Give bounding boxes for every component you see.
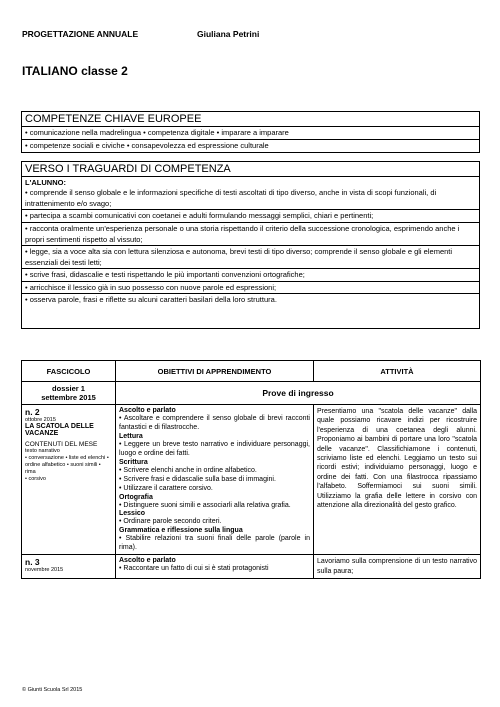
header-author: Giuliana Petrini	[197, 29, 260, 39]
obiettivo-item: • Ordinare parole secondo criteri.	[119, 518, 222, 526]
obiettivo-item: • Stabilire relazioni tra suoni finali delle parole (parole in rima).	[119, 534, 310, 552]
obiettivo-item: • Raccontare un fatto di cui si è stati protagonisti	[119, 565, 269, 573]
obiettivo-item: • Utilizzare il carattere corsivo.	[119, 485, 213, 493]
competenze-line: • comunicazione nella madrelingua • competenza digitale • imparare a imparare	[25, 128, 289, 137]
fascicolo-cell	[22, 405, 116, 555]
obiettivi-cell	[116, 405, 314, 555]
fascicolo-cell	[22, 555, 116, 579]
obiettivo-item: • Scrivere frasi e didascalie sulla base di immagini.	[119, 476, 276, 484]
dossier-number: dossier 1	[52, 384, 85, 393]
col-header-attivita: ATTIVITÀ	[314, 361, 481, 382]
obiettivo-item: • Scrivere elenchi anche in ordine alfabetico.	[119, 466, 257, 474]
obiettivi-section-title: Grammatica e riflessione sulla lingua	[119, 526, 243, 534]
obiettivi-section-title: Ascolto e parlato	[119, 407, 176, 414]
traguardo-item: • comprende il senso globale e le informazioni specifiche di testi ascoltati di tipo diverso, anche in vista di scopi funzionali, di intrattenimento e/o svago;	[22, 187, 479, 210]
document-header	[22, 29, 260, 39]
obiettivo-item: • Distinguere suoni simili e associarli alla relativa grafia.	[119, 501, 291, 509]
table-row	[22, 405, 481, 555]
prove-ingresso: Prove di ingresso	[116, 382, 481, 405]
traguardi-heading: VERSO I TRAGUARDI DI COMPETENZA	[22, 162, 479, 177]
obiettivo-item: • Ascoltare e comprendere il senso globale di brevi racconti fantastici e di filastrocche.	[119, 415, 310, 432]
footer-copyright: © Giunti Scuola Srl 2015	[22, 687, 83, 693]
attivita-cell: Presentiamo una "scatola delle vacanze" dalla quale possiamo ricavare indizi per ricostruire l'esperienza di una coetanea degli alunni. Proponiamo ai bambini di portare una loro "scatola delle vacanze". Classifichiamone i contenuti, scriviamo liste ed elenchi. Leggiamo un testo sui ricordi estivi; individuiamo personaggi, luogo e ordine dei fatti. Con una filastrocca ripassiamo l'alfabeto. Soffermiamoci sui suoni simili. Utilizziamo la grafia delle lettere in corsivo con attenzione alla direzionalità del gesto grafico.	[314, 405, 481, 555]
traguardi-subheading: L'ALUNNO:	[25, 178, 66, 187]
header-left: PROGETTAZIONE ANNUALE	[22, 29, 139, 39]
fascicolo-number: n. 3	[25, 557, 40, 568]
traguardo-item: • racconta oralmente un'esperienza personale o una storia rispettando il criterio della successione cronologica, esprimendo anche i propri sentimenti rispetto al vissuto;	[22, 223, 479, 246]
traguardo-item: • scrive frasi, didascalie e testi rispettando le più importanti convenzioni ortografiche;	[22, 269, 479, 281]
contenuti-title: CONTENUTI DEL MESE	[25, 441, 98, 448]
attivita-cell: Lavoriamo sulla comprensione di un testo narrativo sulla paura;	[314, 555, 481, 579]
col-header-fascicolo: FASCICOLO	[22, 361, 116, 382]
programme-table	[21, 360, 481, 579]
obiettivo-item: • Leggere un breve testo narrativo e individuare personaggi, luogo e ordine dei fatti.	[119, 440, 310, 458]
competenze-line: • competenze sociali e civiche • consapevolezza ed espressione culturale	[22, 139, 479, 152]
table-row	[22, 555, 481, 579]
traguardo-item: • legge, sia a voce alta sia con lettura silenziosa e autonoma, brevi testi di tipo diverso; comprende il senso globale e gli elementi essenziali dei testi letti;	[22, 246, 479, 269]
traguardo-item: • arricchisce il lessico già in suo possesso con nuove parole ed espressioni;	[22, 282, 479, 294]
competenze-box	[21, 111, 480, 153]
obiettivi-section-title: Ascolto e parlato	[119, 557, 176, 565]
obiettivi-section-title: Ortografia	[119, 493, 153, 501]
page-title: ITALIANO classe 2	[22, 64, 128, 78]
traguardi-box	[21, 161, 480, 329]
col-header-obiettivi: OBIETTIVI DI APPRENDIMENTO	[116, 361, 314, 382]
competenze-heading: COMPETENZE CHIAVE EUROPEE	[22, 112, 479, 127]
obiettivi-section-title: Lettura	[119, 432, 143, 440]
fascicolo-name: LA SCATOLA DELLE VACANZE	[25, 423, 94, 437]
dossier-cell	[22, 382, 116, 405]
dossier-date: settembre 2015	[41, 393, 96, 402]
obiettivi-section-title: Scrittura	[119, 458, 148, 466]
contenuti-line: testo narrativo	[25, 448, 60, 454]
table-header-row	[22, 361, 481, 382]
fascicolo-date: ottobre 2015	[25, 417, 56, 423]
obiettivi-section-title: Lessico	[119, 510, 146, 518]
traguardo-item: • partecipa a scambi comunicativi con coetanei e adulti formulando messaggi semplici, chiari e pertinenti;	[22, 210, 479, 222]
table-row	[22, 382, 481, 405]
fascicolo-number: n. 2	[25, 407, 40, 417]
traguardo-item: • osserva parole, frasi e riflette su alcuni caratteri basilari della loro struttura.	[25, 294, 277, 304]
contenuti-line: • conversazione • liste ed elenchi • ordine alfabetico • suoni simili • rima	[25, 455, 109, 475]
contenuti-line: • corsivo	[25, 476, 46, 482]
obiettivi-cell	[116, 555, 314, 579]
fascicolo-date: novembre 2015	[25, 567, 64, 574]
